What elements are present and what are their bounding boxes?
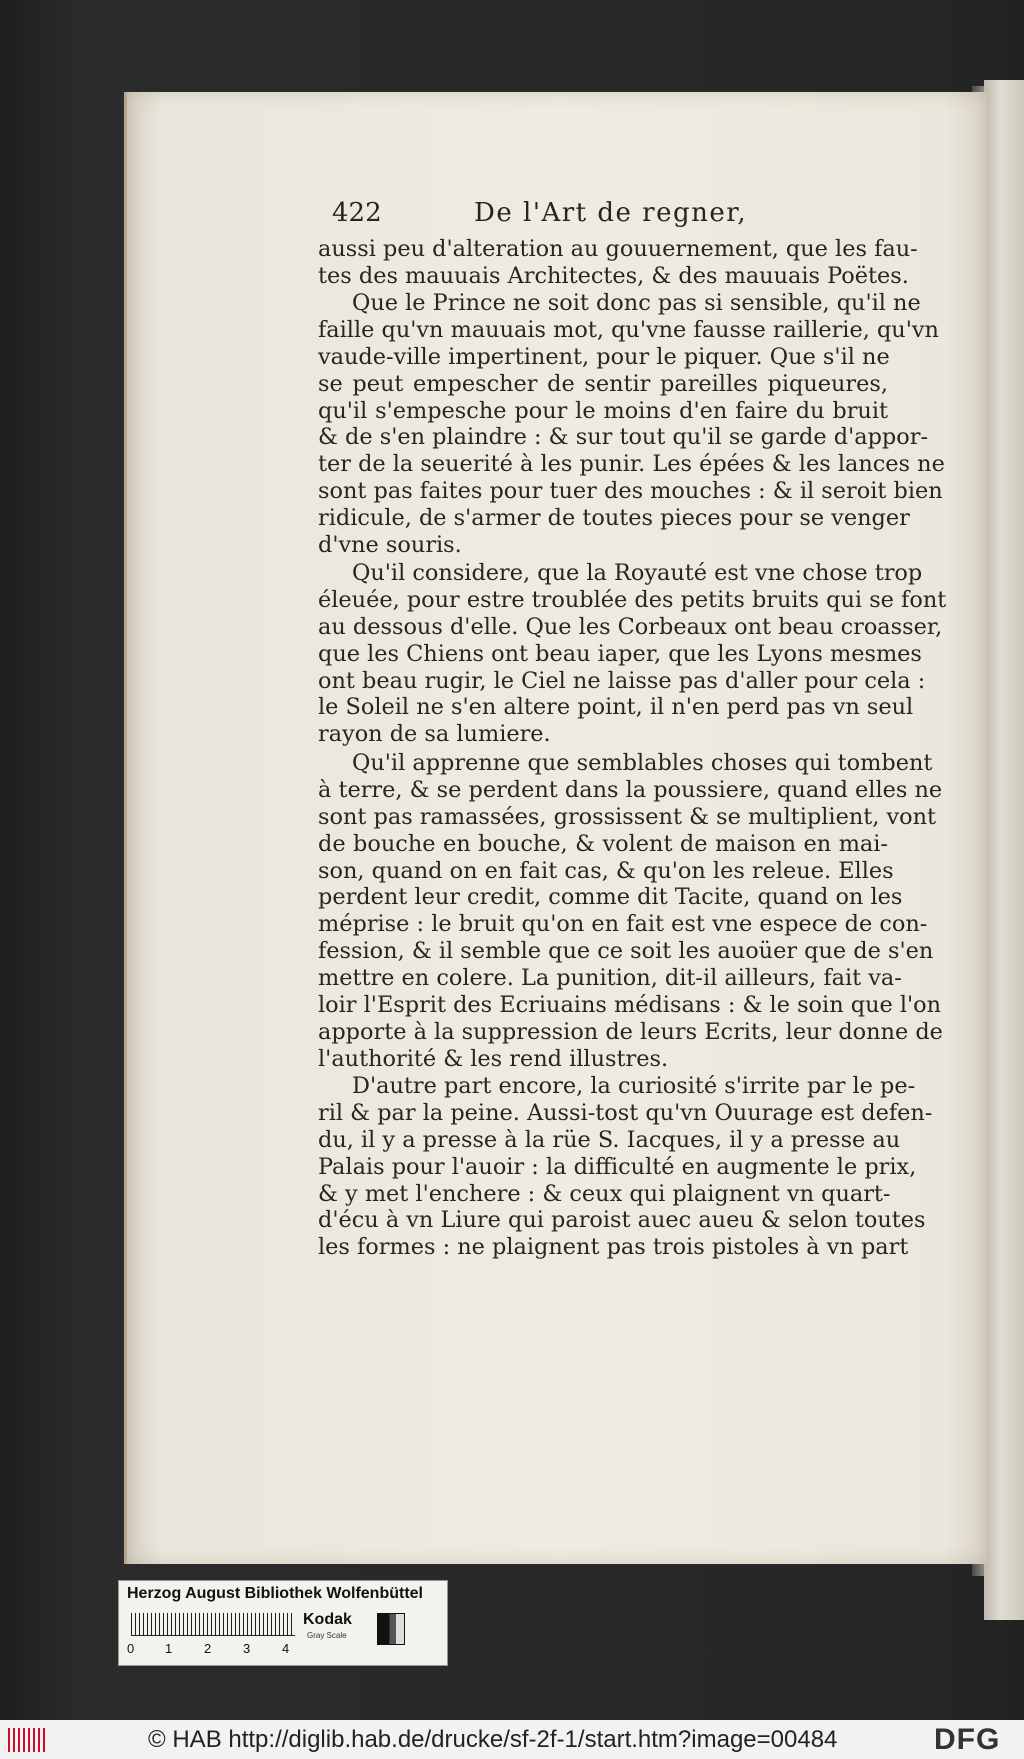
next-page-edge — [984, 80, 1024, 1620]
text-line: se peut empescher de sentir pareilles piqueures, — [318, 370, 888, 397]
text-line: d'écu à vn Liure qui paroist auec aueu & selon toutes — [318, 1207, 926, 1234]
text-line: Qu'il apprenne que semblables choses qui tombent — [352, 750, 933, 776]
text-line: D'autre part encore, la curiosité s'irrite par le pe- — [352, 1073, 916, 1099]
card-title: Herzog August Bibliothek Wolfenbüttel — [127, 1585, 423, 1602]
kodak-logo: Kodak — [303, 1611, 352, 1628]
scale-mark: 3 — [243, 1641, 251, 1656]
text-line: ril & par la peine. Aussi-tost qu'vn Ouurage est defen- — [318, 1099, 933, 1126]
text-line: de bouche en bouche, & volent de maison en mai- — [318, 830, 888, 857]
text-line: ridicule, de s'armer de toutes pieces pour se venger — [318, 505, 910, 532]
text-line: à terre, & se perdent dans la poussiere, quand elles ne — [318, 776, 943, 803]
text-line: fession, & il semble que ce soit les auoüer que de s'en — [318, 938, 934, 965]
text-line: ter de la seuerité à les punir. Les épées & les lances ne — [318, 451, 945, 478]
paragraph — [318, 290, 945, 559]
text-line: tes des mauuais Architectes, & des mauuais Poëtes. — [318, 262, 909, 289]
running-head — [332, 198, 810, 232]
text-line: éleuée, pour estre troublée des petits bruits qui se font — [318, 586, 947, 613]
text-line: Que le Prince ne soit donc pas si sensible, qu'il ne — [352, 290, 921, 316]
footer-credit-link[interactable]: © HAB http://diglib.hab.de/drucke/sf-2f-1/start.htm?image=00484 — [148, 1726, 838, 1753]
scale-mark: 0 — [127, 1641, 135, 1656]
running-title: De l'Art de regner, — [474, 198, 748, 228]
text-line: sont pas faites pour tuer des mouches : & il seroit bien — [318, 478, 943, 505]
text-line: Qu'il considere, que la Royauté est vne chose trop — [352, 560, 923, 586]
gray-patch — [377, 1613, 405, 1645]
footer-bar — [0, 1720, 1024, 1759]
paragraph — [318, 560, 947, 748]
dfg-logo: DFG — [934, 1723, 1001, 1756]
text-line: les formes : ne plaignent pas trois pistoles à vn part — [318, 1234, 909, 1261]
paragraph — [318, 236, 918, 290]
text-line: l'authorité & les rend illustres. — [318, 1045, 669, 1072]
text-line: d'vne souris. — [318, 532, 462, 559]
color-calibration-card — [118, 1580, 448, 1666]
hab-logo-icon — [8, 1728, 46, 1752]
text-line: ont beau rugir, le Ciel ne laisse pas d'aller pour cela : — [318, 667, 926, 694]
text-line: au dessous d'elle. Que les Corbeaux ont beau croasser, — [318, 613, 943, 640]
text-line: son, quand on en fait cas, & qu'on les releue. Elles — [318, 857, 894, 884]
text-line: rayon de sa lumiere. — [318, 721, 551, 748]
text-line: méprise : le bruit qu'on en fait est vne espece de con- — [318, 911, 928, 938]
scale-ruler — [131, 1613, 295, 1636]
text-line: sont pas ramassées, grossissent & se multiplient, vont — [318, 803, 937, 830]
text-line: Palais pour l'auoir : la difficulté en augmente le prix, — [318, 1153, 917, 1180]
text-line: le Soleil ne s'en altere point, il n'en perd pas vn seul — [318, 694, 914, 721]
text-line: qu'il s'empesche pour le moins d'en faire du bruit — [318, 397, 888, 424]
text-line: & de s'en plaindre : & sur tout qu'il se garde d'appor- — [318, 424, 929, 451]
paragraph — [318, 750, 943, 1073]
page-number: 422 — [332, 198, 382, 228]
text-line: perdent leur credit, comme dit Tacite, quand on les — [318, 884, 903, 911]
scale-mark: 4 — [282, 1641, 290, 1656]
text-line: mettre en colere. La punition, dit-il ailleurs, fait va- — [318, 965, 902, 992]
gray-scale-label: Gray Scale — [307, 1631, 347, 1640]
text-line: que les Chiens ont beau iaper, que les Lyons mesmes — [318, 640, 922, 667]
scale-mark: 2 — [204, 1641, 212, 1656]
text-line: & y met l'enchere : & ceux qui plaignent vn quart- — [318, 1180, 891, 1207]
text-line: faille qu'vn mauuais mot, qu'vne fausse raillerie, qu'vn — [318, 316, 939, 343]
text-line: loir l'Esprit des Ecriuains médisans : & le soin que l'on — [318, 992, 942, 1019]
text-line: vaude-ville impertinent, pour le piquer. Que s'il ne — [318, 343, 890, 370]
paragraph — [318, 1073, 933, 1261]
scale-mark: 1 — [165, 1641, 173, 1656]
text-line: aussi peu d'alteration au gouuernement, que les fau- — [318, 236, 918, 262]
text-line: apporte à la suppression de leurs Ecrits, leur donne de — [318, 1018, 943, 1045]
text-line: du, il y a presse à la rüe S. Iacques, il y a presse au — [318, 1126, 901, 1153]
